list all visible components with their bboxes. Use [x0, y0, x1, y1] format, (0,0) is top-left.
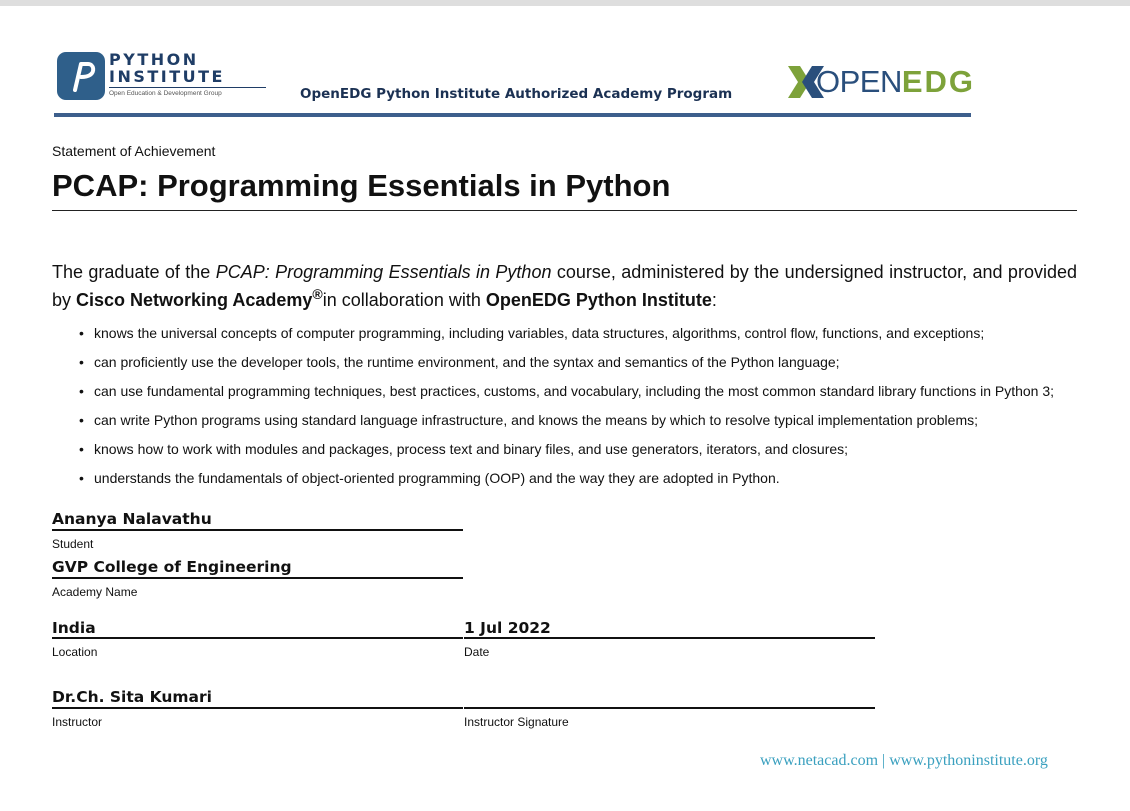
intro-text-4: : [711, 290, 717, 310]
logo-rule [109, 87, 266, 88]
intro-org-cisco: Cisco Networking Academy [76, 290, 313, 310]
student-name: Ananya Nalavathu [52, 510, 212, 528]
intro-text-1: The graduate of the [52, 262, 216, 282]
instructor-name: Dr.Ch. Sita Kumari [52, 688, 212, 706]
statement-label: Statement of Achievement [52, 143, 216, 159]
student-label: Student [52, 537, 94, 551]
top-strip [0, 0, 1130, 6]
logo-line2: INSTITUTE [109, 67, 225, 86]
achievement-list [78, 323, 1118, 497]
signature-rule [464, 707, 875, 709]
edg-open-text: OPEN [816, 64, 902, 99]
list-item: • can proficiently use the developer tools, the runtime environment, and the syntax and semantics of the Python language; [78, 352, 1118, 381]
logo-subtitle: Open Education & Development Group [109, 90, 222, 97]
banner-rule [54, 113, 971, 117]
location-value: India [52, 619, 96, 637]
list-item: • can use fundamental programming techniques, best practices, customs, and vocabulary, including the most common standard library functions in Python 3; [78, 381, 1118, 410]
intro-text-3: in collaboration with [322, 290, 486, 310]
page-title: PCAP: Programming Essentials in Python [52, 168, 671, 203]
academy-label: Academy Name [52, 585, 138, 599]
student-rule [52, 529, 463, 531]
intro-course-name: PCAP: Programming Essentials in Python [215, 262, 552, 282]
location-label: Location [52, 645, 98, 659]
openedg-wordmark [816, 64, 975, 100]
edg-edg-text: EDG [901, 64, 976, 99]
list-item: • knows how to work with modules and packages, process text and binary files, and use generators, iterators, and closures; [78, 439, 1118, 468]
title-divider [52, 210, 1077, 211]
intro-text-2: course, administered by the undersigned instructor, and provided by [52, 262, 1077, 310]
date-value: 1 Jul 2022 [464, 619, 551, 637]
header-banner [52, 44, 976, 110]
intro-org-openedg: OpenEDG Python Institute [485, 290, 712, 310]
date-rule [464, 637, 875, 639]
signature-label: Instructor Signature [464, 715, 569, 729]
instructor-rule [52, 707, 463, 709]
academy-name: GVP College of Engineering [52, 558, 292, 576]
logo-line1: PYTHON [109, 50, 199, 69]
location-rule [52, 637, 463, 639]
list-item: • understands the fundamentals of object-oriented programming (OOP) and the way they are adopted in Python. [78, 468, 1118, 497]
footer-links: www.netacad.com | www.pythoninstitute.org [760, 752, 1048, 769]
list-item: • knows the universal concepts of computer programming, including variables, data structures, algorithms, control flow, functions, and exceptions; [78, 323, 1118, 352]
intro-paragraph [52, 261, 1077, 311]
date-label: Date [464, 645, 490, 659]
program-title: OpenEDG Python Institute Authorized Academy Program [300, 86, 733, 102]
list-item: • can write Python programs using standard language infrastructure, and knows the means by which to resolve typical implementation problems; [78, 410, 1118, 439]
registered-mark: ® [312, 286, 323, 302]
academy-rule [52, 577, 463, 579]
instructor-label: Instructor [52, 715, 103, 729]
python-institute-logo-icon [57, 52, 105, 100]
